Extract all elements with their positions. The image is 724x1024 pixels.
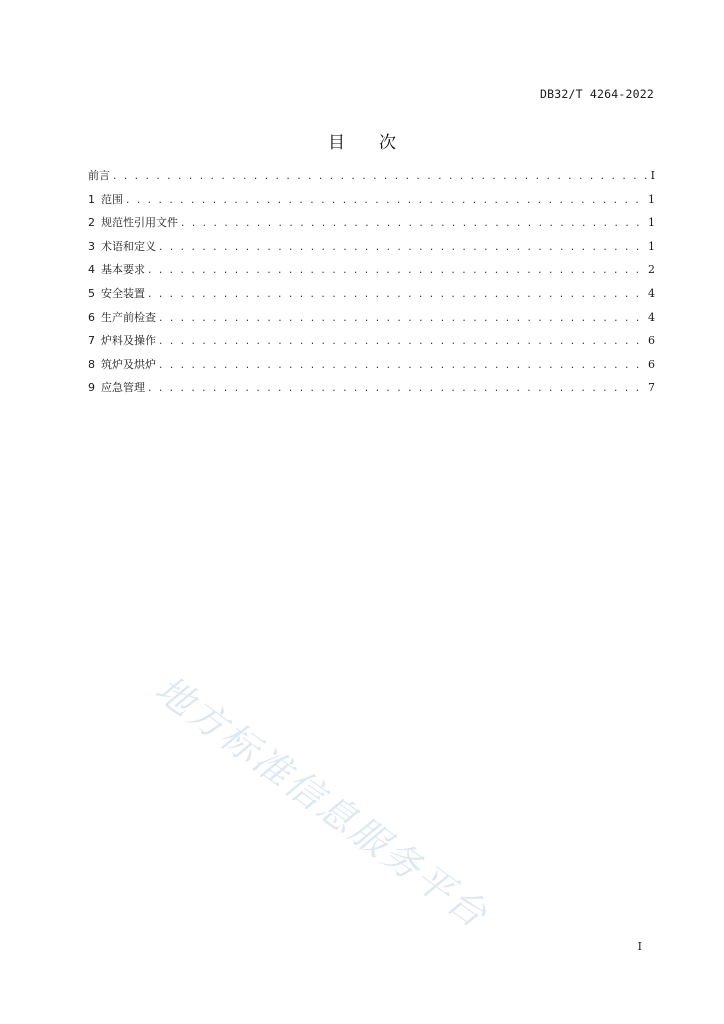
toc-entry-label: 生产前检查 — [101, 310, 156, 324]
toc-dot-leader — [147, 378, 646, 400]
toc-entry-pre-production-check[interactable] — [88, 306, 655, 330]
toc-entry-label: 炉料及操作 — [101, 334, 156, 348]
toc-entry-safety-devices[interactable] — [88, 282, 655, 306]
toc-list — [88, 164, 655, 400]
toc-entry-scope[interactable] — [88, 188, 655, 212]
toc-entry-page: 4 — [648, 286, 655, 300]
toc-dot-leader — [147, 260, 646, 282]
toc-entry-number: 2 — [88, 216, 95, 230]
toc-entry-number: 5 — [88, 286, 95, 300]
toc-title — [0, 128, 724, 153]
toc-title-char-2: 次 — [379, 133, 396, 153]
toc-dot-leader — [125, 190, 646, 212]
toc-entry-page: 1 — [648, 192, 655, 206]
toc-entry-number: 8 — [88, 357, 95, 371]
toc-dot-leader — [158, 308, 646, 330]
toc-entry-number: 1 — [88, 192, 95, 206]
toc-dot-leader — [158, 237, 646, 259]
toc-entry-page: 1 — [648, 239, 655, 253]
toc-dot-leader — [158, 355, 646, 377]
toc-entry-normative-references[interactable] — [88, 211, 655, 235]
toc-entry-charge-operation[interactable] — [88, 329, 655, 353]
toc-entry-terms-definitions[interactable] — [88, 235, 655, 259]
toc-entry-foreword[interactable] — [88, 164, 655, 188]
toc-entry-label: 前言 — [88, 169, 110, 182]
toc-entry-page: 6 — [648, 334, 655, 348]
toc-entry-emergency-management[interactable] — [88, 376, 655, 400]
toc-entry-basic-requirements[interactable] — [88, 258, 655, 282]
toc-entry-page: I — [650, 169, 655, 182]
watermark-text: 地方标准信息服务平台 — [147, 667, 497, 938]
toc-dot-leader — [158, 331, 646, 353]
toc-entry-label: 基本要求 — [101, 263, 145, 277]
toc-entry-number: 9 — [88, 381, 95, 395]
page-number: I — [637, 940, 642, 953]
toc-entry-page: 1 — [648, 216, 655, 230]
toc-entry-number: 7 — [88, 334, 95, 348]
toc-entry-label: 应急管理 — [101, 381, 145, 395]
toc-entry-number: 3 — [88, 239, 95, 253]
toc-entry-label: 规范性引用文件 — [101, 216, 178, 230]
toc-entry-label: 术语和定义 — [101, 239, 156, 253]
toc-entry-number: 6 — [88, 310, 95, 324]
toc-dot-leader — [147, 284, 646, 306]
toc-entry-label: 安全装置 — [101, 286, 145, 300]
toc-entry-number: 4 — [88, 263, 95, 277]
toc-entry-page: 4 — [648, 310, 655, 324]
toc-entry-page: 7 — [648, 381, 655, 395]
toc-entry-furnace-building[interactable] — [88, 353, 655, 377]
toc-dot-leader — [112, 166, 649, 188]
toc-entry-page: 6 — [648, 357, 655, 371]
toc-entry-page: 2 — [648, 263, 655, 277]
toc-entry-label: 筑炉及烘炉 — [101, 357, 156, 371]
toc-dot-leader — [180, 213, 646, 235]
toc-title-char-1: 目 — [328, 133, 345, 153]
document-code: DB32/T 4264-2022 — [540, 87, 654, 101]
toc-entry-label: 范围 — [101, 192, 123, 206]
